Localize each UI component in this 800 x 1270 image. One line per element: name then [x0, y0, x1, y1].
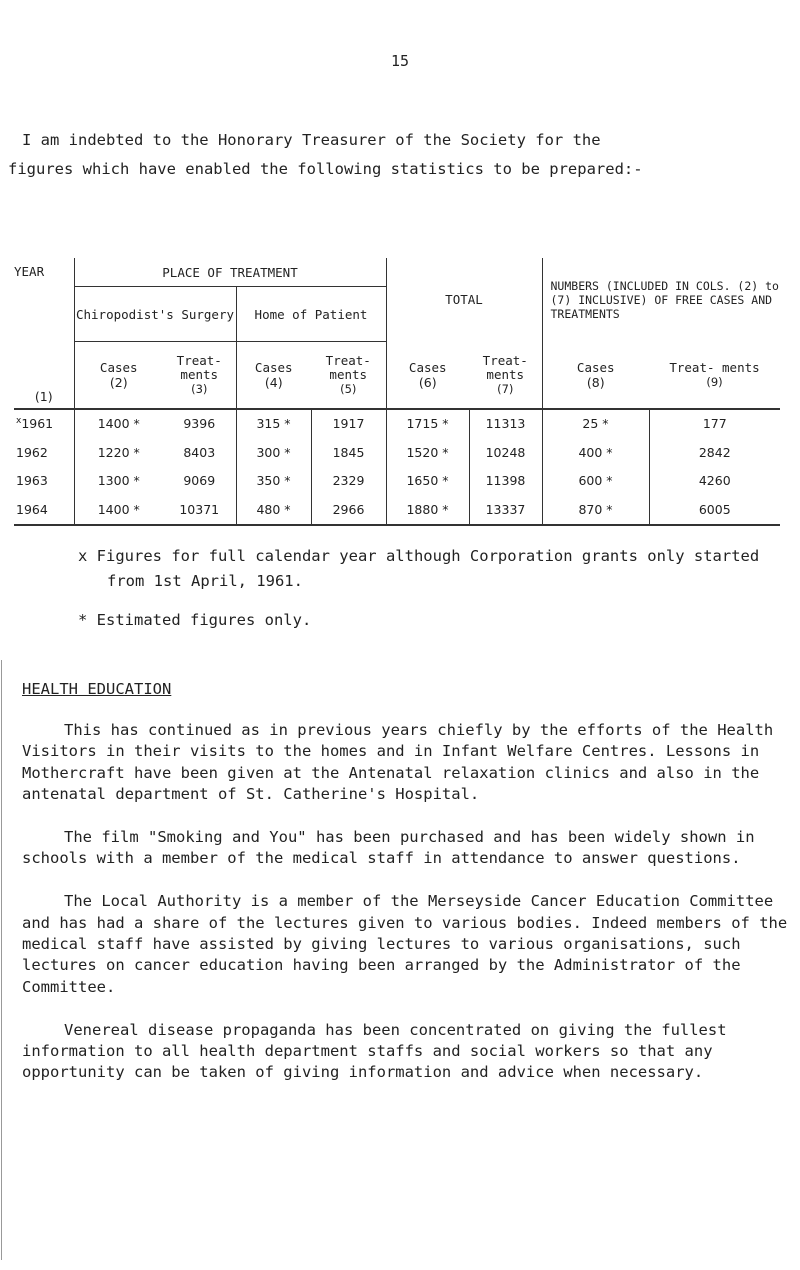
intro-line-1: I am indebted to the Honorary Treasurer of the Society for the — [22, 131, 601, 149]
surgery-cases-header: Cases (2) — [74, 342, 163, 409]
header-total: TOTAL — [386, 258, 542, 342]
total-cases-header: Cases (6) — [386, 342, 469, 409]
cell: 1845 — [311, 438, 386, 467]
cell: 870 * — [542, 495, 649, 525]
cell: 8403 — [163, 438, 236, 467]
cell: 1520 * — [386, 438, 469, 467]
col-1-label: (1) — [14, 342, 74, 409]
cell: 11398 — [469, 467, 542, 496]
cell: 400 * — [542, 438, 649, 467]
free-treatments-header: Treat- ments (9) — [649, 342, 780, 409]
year-cell: 1963 — [16, 473, 48, 489]
cell: 9069 — [163, 467, 236, 496]
margin-line — [1, 660, 2, 1260]
cell: 9396 — [163, 409, 236, 439]
cell: 2842 — [649, 438, 780, 467]
home-treatments-header: Treat- ments (5) — [311, 342, 386, 409]
cell: 1400 * — [74, 495, 163, 525]
footnote-calendar-year: x Figures for full calendar year although Corporation grants only started from 1st April, 1961. — [78, 547, 760, 590]
header-place-of-treatment: PLACE OF TREATMENT — [74, 258, 386, 287]
page-number: 15 — [390, 52, 410, 70]
cell: 13337 — [469, 495, 542, 525]
table-footnotes — [78, 544, 778, 633]
header-year: YEAR — [14, 264, 45, 279]
cell: 10248 — [469, 438, 542, 467]
cell: 1400 * — [74, 409, 163, 439]
cell: 25 * — [542, 409, 649, 439]
intro-text — [8, 126, 798, 184]
cell: 315 * — [236, 409, 311, 439]
year-cell: 1964 — [14, 495, 74, 525]
cell: 600 * — [542, 467, 649, 496]
free-cases-header: Cases (8) — [542, 342, 649, 409]
table-row — [14, 495, 780, 525]
cell: 300 * — [236, 438, 311, 467]
paragraph: The film "Smoking and You" has been purchased and has been widely shown in schools with a member of the medical staff in attendance to answer questions. — [22, 828, 755, 868]
cell: 2966 — [311, 495, 386, 525]
year-cell: 1962 — [16, 444, 48, 460]
cell: 11313 — [469, 409, 542, 439]
section-body — [22, 720, 792, 1105]
table-row — [14, 467, 780, 496]
cell: 1300 * — [74, 467, 163, 496]
cell: 10371 — [163, 495, 236, 525]
table-row — [14, 409, 780, 439]
cell: 350 * — [236, 467, 311, 496]
cell: 2329 — [311, 467, 386, 496]
year-cell: $^x$1961 — [16, 416, 54, 432]
total-treatments-header: Treat- ments (7) — [469, 342, 542, 409]
section-heading: HEALTH EDUCATION — [22, 680, 172, 698]
paragraph: This has continued as in previous years chiefly by the efforts of the Health Visitors in their visits to the homes and in Infant Welfare Centres. Lessons in Mothercraft have been given at the Antenatal relaxation clinics and also in the antenatal department of St. Catherine's Hospital. — [22, 721, 774, 804]
header-chiropodist-surgery: Chiropodist's Surgery — [74, 287, 236, 342]
surgery-treatments-header: Treat- ments (3) — [163, 342, 236, 409]
cell: 1715 * — [386, 409, 469, 439]
cell: 1917 — [311, 409, 386, 439]
cell: 1880 * — [386, 495, 469, 525]
cell: 480 * — [236, 495, 311, 525]
home-cases-header: Cases (4) — [236, 342, 311, 409]
table-row — [14, 438, 780, 467]
chiropody-statistics-table — [14, 258, 780, 526]
intro-line-2: figures which have enabled the following statistics to be prepared:- — [8, 160, 643, 178]
cell: 1220 * — [74, 438, 163, 467]
header-home-of-patient: Home of Patient — [236, 287, 386, 342]
cell: 6005 — [649, 495, 780, 525]
cell: 177 — [649, 409, 780, 439]
footnote-estimated: * Estimated figures only. — [78, 611, 312, 629]
cell: 4260 — [649, 467, 780, 496]
paragraph: The Local Authority is a member of the Merseyside Cancer Education Committee and has had a share of the lectures given to various bodies. Indeed members of the medical staff have assisted by giving lectures to various organisations, such lectures on cancer education having been arranged by the Administrator of the Committee. — [22, 892, 788, 996]
paragraph: Venereal disease propaganda has been concentrated on giving the fullest information to all health department staffs and social workers so that any opportunity can be taken of giving information and advice when necessary. — [22, 1020, 727, 1082]
header-free-cases: NUMBERS (INCLUDED IN COLS. (2) to (7) INCLUSIVE) OF FREE CASES AND TREATMENTS — [542, 258, 780, 342]
cell: 1650 * — [386, 467, 469, 496]
